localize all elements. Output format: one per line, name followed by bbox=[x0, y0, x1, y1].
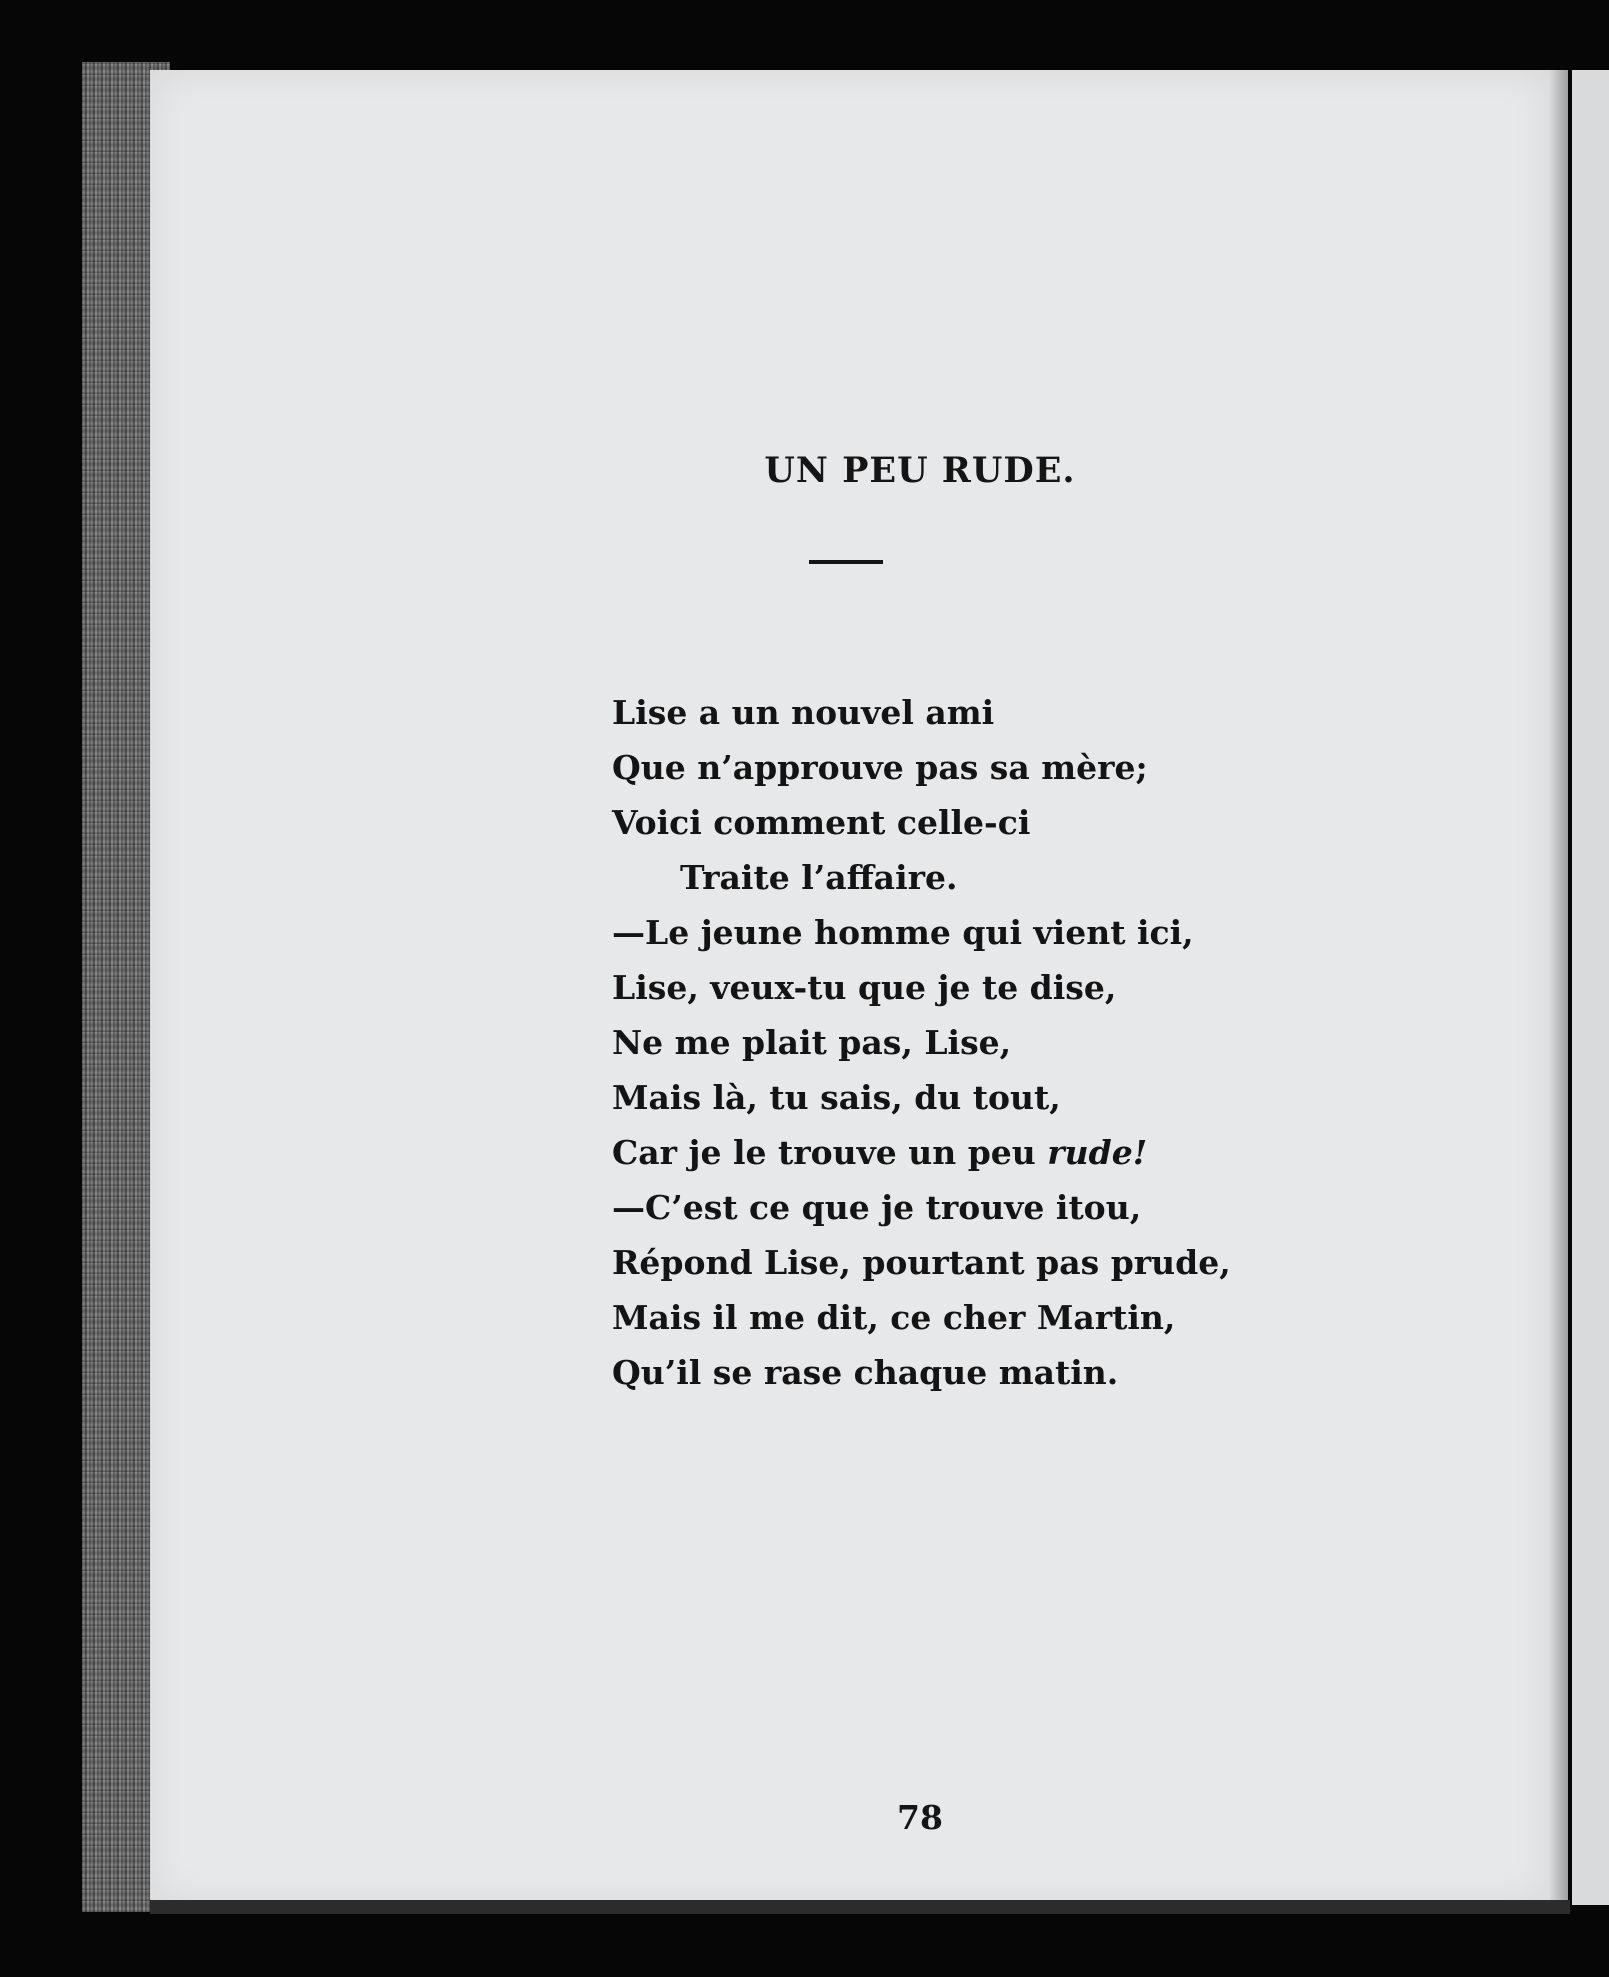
poem-line bbox=[612, 1070, 1231, 1125]
poem-line-text: Que n’approuve pas sa mère; bbox=[612, 748, 1148, 787]
poem-line-text: Qu’il se rase chaque matin. bbox=[612, 1353, 1119, 1392]
facing-page-sliver bbox=[1572, 70, 1609, 1905]
poem-line bbox=[612, 795, 1231, 850]
poem-line-text: Mais là, tu sais, du tout, bbox=[612, 1078, 1061, 1117]
poem-line-text: Voici comment celle-ci bbox=[612, 803, 1031, 842]
page-bottom-shadow bbox=[150, 1900, 1570, 1914]
poem-line-text: Car je le trouve un peu bbox=[612, 1133, 1048, 1172]
poem-line bbox=[612, 960, 1231, 1015]
poem-line-text: Lise a un nouvel ami bbox=[612, 693, 995, 732]
poem-line bbox=[612, 1015, 1231, 1070]
poem-line bbox=[612, 1235, 1231, 1290]
poem-line bbox=[612, 1345, 1231, 1400]
poem-line bbox=[612, 850, 1231, 905]
poem-line bbox=[612, 1180, 1231, 1235]
title-divider-rule bbox=[809, 560, 883, 564]
poem-line-emphasis: rude! bbox=[1047, 1133, 1148, 1172]
poem-title: UN PEU RUDE. bbox=[764, 450, 1076, 491]
poem-line-text: Répond Lise, pourtant pas prude, bbox=[612, 1243, 1231, 1282]
page-right-edge bbox=[1550, 70, 1568, 1905]
poem-line-text: —C’est ce que je trouve itou, bbox=[612, 1188, 1142, 1227]
page-number: 78 bbox=[897, 1798, 943, 1837]
poem-line bbox=[612, 685, 1231, 740]
poem-line bbox=[612, 740, 1231, 795]
poem-line bbox=[612, 1125, 1231, 1180]
poem-line-text: —Le jeune homme qui vient ici, bbox=[612, 913, 1194, 952]
poem-body bbox=[612, 685, 1231, 1400]
poem-line-text: Mais il me dit, ce cher Martin, bbox=[612, 1298, 1176, 1337]
poem-line-text: Lise, veux-tu que je te dise, bbox=[612, 968, 1117, 1007]
poem-line bbox=[612, 905, 1231, 960]
poem-line-text: Ne me plait pas, Lise, bbox=[612, 1023, 1012, 1062]
poem-line-text: Traite l’affaire. bbox=[680, 858, 958, 897]
book-page bbox=[150, 70, 1550, 1905]
poem-line bbox=[612, 1290, 1231, 1345]
